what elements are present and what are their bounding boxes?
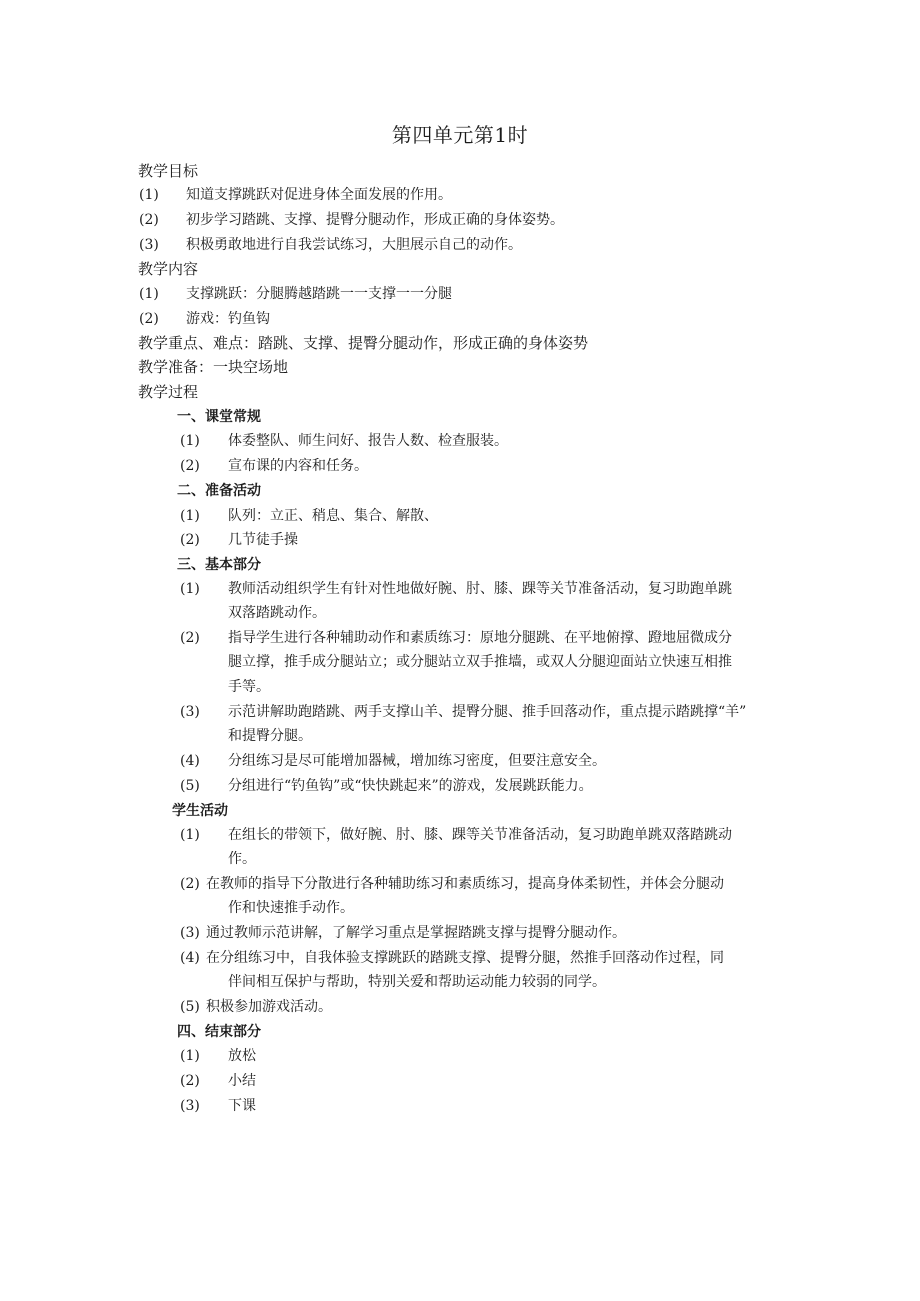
routine-text: 体委整队、师生问好、报告人数、检查服装。 <box>228 433 508 449</box>
page-title: 第四单元第1时 <box>391 123 529 147</box>
routine-heading: 一、课堂常规 <box>177 409 261 425</box>
ending-heading: 四、结束部分 <box>177 1024 261 1040</box>
basic-number: (2) <box>180 630 200 646</box>
objective-number: (2) <box>139 212 159 228</box>
student-text: 在教师的指导下分散进行各种辅助练习和素质练习，提高身体柔韧性，并体会分腿动 <box>206 876 724 892</box>
content-number: (1) <box>139 286 159 302</box>
basic-text: 分组进行“钓鱼钩”或“快快跳起来”的游戏，发展跳跃能力。 <box>228 778 593 794</box>
warmup-number: (1) <box>180 508 200 524</box>
ending-number: (1) <box>180 1048 200 1064</box>
basic-heading: 三、基本部分 <box>177 557 261 573</box>
key-points: 教学重点、难点：踏跳、支撑、提臀分腿动作，形成正确的身体姿势 <box>138 334 589 352</box>
routine-number: (2) <box>180 458 200 474</box>
objective-text: 积极勇敢地进行自我尝试练习，大胆展示自己的动作。 <box>186 237 522 253</box>
warmup-heading: 二、准备活动 <box>177 483 261 499</box>
basic-text-cont: 双落踏跳动作。 <box>228 605 326 621</box>
student-heading: 学生活动 <box>172 803 228 819</box>
basic-number: (3) <box>180 704 200 720</box>
student-text: 在分组练习中，自我体验支撑跳跃的踏跳支撑、提臀分腿，然推手回落动作过程，同 <box>206 950 724 966</box>
basic-text: 示范讲解助跑踏跳、两手支撑山羊、提臀分腿、推手回落动作，重点提示踏跳撑“羊” <box>228 704 747 720</box>
basic-text-cont: 和提臀分腿。 <box>228 728 312 744</box>
objective-text: 初步学习踏跳、支撑、提臀分腿动作，形成正确的身体姿势。 <box>186 212 564 228</box>
ending-number: (2) <box>180 1073 200 1089</box>
student-text: 在组长的带领下，做好腕、肘、膝、踝等关节准备活动，复习助跑单跳双落踏跳动 <box>228 827 732 843</box>
basic-text-cont: 腿立撑，推手成分腿站立；或分腿站立双手推墙，或双人分腿迎面站立快速互相推 <box>228 654 732 670</box>
basic-text: 教师活动组织学生有针对性地做好腕、肘、膝、踝等关节准备活动，复习助跑单跳 <box>228 581 732 597</box>
student-number: (2) <box>180 876 200 892</box>
basic-text: 指导学生进行各种辅助动作和素质练习：原地分腿跳、在平地俯撑、蹬地屈微成分 <box>228 630 732 646</box>
objective-number: (1) <box>139 187 159 203</box>
warmup-text: 几节徒手操 <box>228 532 298 548</box>
content-text: 游戏：钓鱼钩 <box>186 311 270 327</box>
student-number: (4) <box>180 950 200 966</box>
content-heading: 教学内容 <box>138 260 199 278</box>
student-text-cont: 作和快速推手动作。 <box>228 900 354 916</box>
student-text: 通过教师示范讲解，了解学习重点是掌握踏跳支撑与提臀分腿动作。 <box>206 925 626 941</box>
content-text: 支撑跳跃：分腿腾越踏跳一一支撑一一分腿 <box>186 286 452 302</box>
ending-text: 放松 <box>228 1048 256 1064</box>
objective-number: (3) <box>139 237 159 253</box>
preparation: 教学准备：一块空场地 <box>138 358 289 376</box>
student-number: (5) <box>180 999 200 1015</box>
ending-text: 下课 <box>228 1098 256 1114</box>
basic-number: (4) <box>180 753 200 769</box>
student-text-cont: 伴间相互保护与帮助，特别关爱和帮助运动能力较弱的同学。 <box>228 974 606 990</box>
content-number: (2) <box>139 311 159 327</box>
process-heading: 教学过程 <box>138 383 199 401</box>
student-number: (1) <box>180 827 200 843</box>
student-text: 积极参加游戏活动。 <box>206 999 332 1015</box>
routine-text: 宣布课的内容和任务。 <box>228 458 368 474</box>
basic-text: 分组练习是尽可能增加器械，增加练习密度，但要注意安全。 <box>228 753 606 769</box>
routine-number: (1) <box>180 433 200 449</box>
basic-number: (1) <box>180 581 200 597</box>
ending-number: (3) <box>180 1098 200 1114</box>
student-text-cont: 作。 <box>228 851 256 867</box>
objective-text: 知道支撑跳跃对促进身体全面发展的作用。 <box>186 187 452 203</box>
student-number: (3) <box>180 925 200 941</box>
warmup-text: 队列：立正、稍息、集合、解散、 <box>228 508 438 524</box>
warmup-number: (2) <box>180 532 200 548</box>
ending-text: 小结 <box>228 1073 256 1089</box>
objectives-heading: 教学目标 <box>138 162 199 180</box>
basic-number: (5) <box>180 778 200 794</box>
basic-text-cont: 手等。 <box>228 679 270 695</box>
